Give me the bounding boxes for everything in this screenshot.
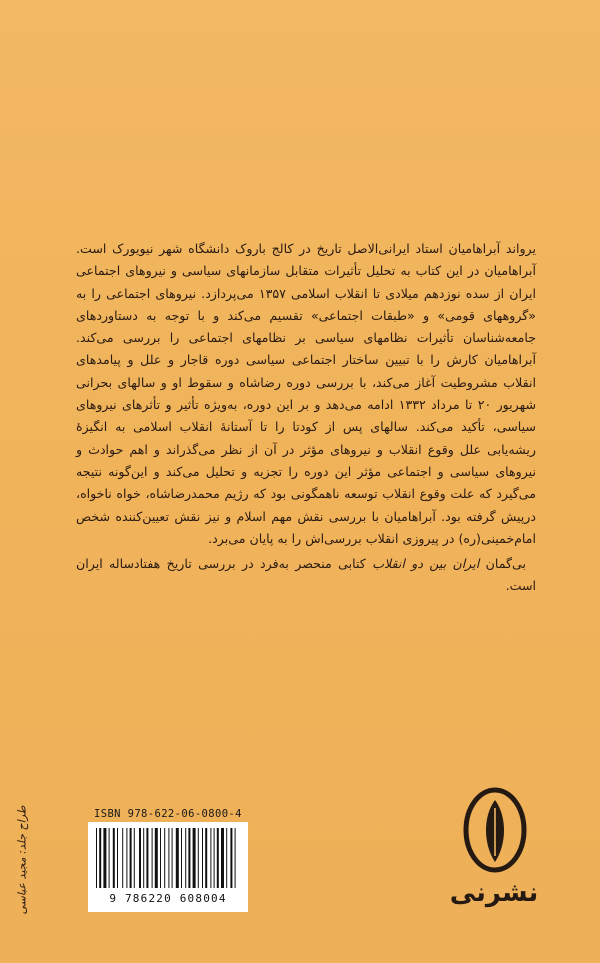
barcode-bar xyxy=(172,828,173,888)
barcode-bar xyxy=(160,828,161,888)
barcode-bar xyxy=(103,828,106,888)
barcode-bar xyxy=(113,828,115,888)
barcode-bar xyxy=(130,828,132,888)
barcode-bar xyxy=(202,828,203,888)
barcode-bar xyxy=(193,828,196,888)
barcode-bar xyxy=(134,828,135,888)
barcode-bar xyxy=(221,828,224,888)
book-title-italic: ایران بین دو انقلاب xyxy=(372,556,480,572)
barcode-bar xyxy=(146,828,148,888)
barcode xyxy=(88,822,248,912)
barcode-bar xyxy=(164,828,165,888)
blurb-text xyxy=(76,238,536,598)
barcode-bar xyxy=(109,828,110,888)
barcode-bar xyxy=(99,828,101,888)
isbn-label: ISBN 978-622-06-0800-4 xyxy=(94,808,242,820)
barcode-bar xyxy=(176,828,179,888)
barcode-bar xyxy=(143,828,144,888)
barcode-bar xyxy=(226,828,227,888)
closing-before: بی‌گمان xyxy=(479,556,526,572)
blurb-closing-line xyxy=(76,553,536,598)
leaf-in-circle-icon xyxy=(462,786,528,874)
barcode-bar xyxy=(214,828,215,888)
barcode-bar xyxy=(188,828,190,888)
barcode-bar xyxy=(198,828,199,888)
barcode-bar xyxy=(122,828,123,888)
barcode-bar xyxy=(181,828,182,888)
barcode-bar xyxy=(126,828,127,888)
barcode-digits: 9 786220 608004 xyxy=(109,892,227,905)
designer-credit xyxy=(0,800,44,920)
barcode-bar xyxy=(185,828,186,888)
publisher-name: نشرنی xyxy=(449,878,539,908)
barcode-bar xyxy=(210,828,211,888)
barcode-bars xyxy=(94,828,242,890)
barcode-bar xyxy=(152,828,153,888)
barcode-bar xyxy=(96,828,97,888)
barcode-bar xyxy=(217,828,219,888)
barcode-bar xyxy=(139,828,141,888)
blurb-paragraph: یرواند آبراهامیان استاد ایرانی‌الاصل تاریخ در کالج باروک دانشگاه شهر نیویورک است. آبراهامیان در این کتاب به تحلیل تأثیرات متقابل سازمانهای سیاسی و نیروهای اجتماعی ایران از سده نوزدهم میلادی تا انقلاب اسلامی ۱۳۵۷ می‌پردازد. نیروهای اجتماعی را به «گروههای قومی» و «طبقات اجتماعی» تقسیم می‌کند و با توجه به دستاوردهای جامعه‌شناسان تأثیرات نظامهای سیاسی بر نظامهای اجتماعی را بررسی می‌کند. آبراهامیان کارش را با تبیین ساختار اجتماعی سیاسی دوره قاجار و علل و پیامدهای انقلاب مشروطیت آغاز می‌کند، با بررسی دوره رضاشاه و سقوط او و سالهای بحرانی شهریور ۲۰ تا مرداد ۱۳۳۲ ادامه می‌دهد و بر این دوره، به‌ویژه تأثیر و تأثرهای نیروهای سیاسی، تأکید می‌کند. سالهای پس از کودتا را تا آستانهٔ انقلاب اسلامی به انگیزهٔ ریشه‌یابی علل وقوع انقلاب و نیروهای مؤثر در آن از نظر می‌گذراند و اهم حوادث و نیروهای سیاسی و اجتماعی مؤثر این دوره را تجزیه و تحلیل می‌کند و این‌گونه نتیجه می‌گیرد که علت وقوع انقلاب توسعه ناهمگونی بود که رژیم محمدرضاشاه، خواه ناخواه، درپیش گرفته بود. آبراهامیان با بررسی نقش مهم اسلام و نیز نقش تعیین‌کننده شخص امام‌خمینی(ره) در پیروزی انقلاب بررسی‌اش را به پایان می‌برد. xyxy=(76,241,536,546)
closing-after: کتابی منحصر به‌فرد در بررسی تاریخ هفتادساله ایران است. xyxy=(76,556,536,594)
barcode-bar xyxy=(205,828,207,888)
designer-credit-text: طراح جلد: مجید عباسی xyxy=(15,805,29,915)
barcode-bar xyxy=(230,828,232,888)
barcode-bar xyxy=(117,828,118,888)
barcode-bar xyxy=(235,828,236,888)
barcode-bar xyxy=(168,828,169,888)
barcode-bar xyxy=(155,828,158,888)
